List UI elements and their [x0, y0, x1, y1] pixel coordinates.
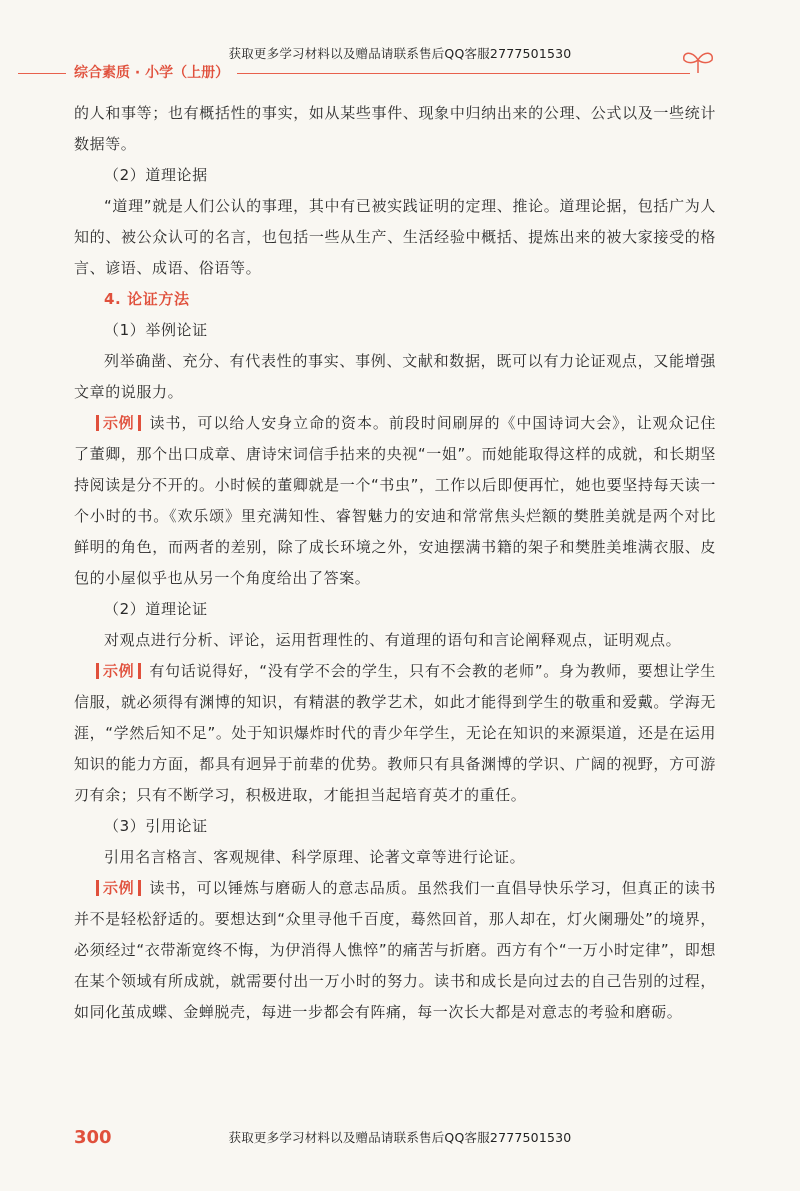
- watermark-top: 获取更多学习材料以及赠品请联系售后QQ客服2777501530: [228, 46, 572, 61]
- page-header: [0, 58, 800, 88]
- example-block-3: [74, 873, 716, 1028]
- example-text-2: 有句话说得好，“没有学不会的学生，只有不会教的老师”。身为教师，要想让学生信服，就必须得有渊博的知识，有精湛的教学艺术，如此才能得到学生的敬重和爱戴。学海无涯，“学然后知不足”。处于知识爆炸时代的青少年学生，无论在知识的来源渠道，还是在运用知识的能力方面，都具有迥异于前辈的优势。教师只有具备渊博的学识、广阔的视野，方可游刃有余；只有不断学习，积极进取，才能担当起培育英才的重任。: [74, 662, 716, 804]
- subheading-quotation-argument: （3）引用论证: [104, 817, 208, 835]
- page-body: [74, 98, 716, 1028]
- example-tag: 示例: [96, 663, 141, 679]
- example-tag: 示例: [96, 880, 141, 896]
- header-title: 综合素质 · 小学（上册）: [66, 62, 237, 82]
- example-tag: 示例: [96, 415, 141, 431]
- watermark-bottom: 获取更多学习材料以及赠品请联系售后QQ客服2777501530: [228, 1130, 572, 1145]
- example-text-3: 读书，可以锤炼与磨砺人的意志品质。虽然我们一直倡导快乐学习，但真正的读书并不是轻松舒适的。要想达到“众里寻他千百度，蓦然回首，那人却在，灯火阑珊处”的境界，必须经过“衣带渐宽终不悔，为伊消得人憔悴”的痛苦与折磨。西方有个“一万小时定律”，即想在某个领域有所成就，就需要付出一万小时的努力。读书和成长是向过去的自己告别的过程，如同化茧成蝶、金蝉脱壳，每进一步都会有阵痛，每一次长大都是对意志的考验和磨砺。: [74, 879, 716, 1021]
- paragraph-example-argument: 列举确凿、充分、有代表性的事实、事例、文献和数据，既可以有力论证观点，又能增强文章的说服力。: [74, 352, 716, 401]
- example-text-1: 读书，可以给人安身立命的资本。前段时间刷屏的《中国诗词大会》，让观众记住了董卿，那个出口成章、唐诗宋词信手拈来的央视“一姐”。而她能取得这样的成就，和长期坚持阅读是分不开的。小时候的董卿就是一个“书虫”，工作以后即便再忙，她也要坚持每天读一个小时的书。《欢乐颂》里充满知性、睿智魅力的安迪和常常焦头烂额的樊胜美就是两个对比鲜明的角色，而两者的差别，除了成长环境之外，安迪摆满书籍的架子和樊胜美堆满衣服、皮包的小屋似乎也从另一个角度给出了答案。: [74, 414, 716, 587]
- example-block-1: [74, 408, 716, 594]
- sprout-icon: [678, 44, 718, 74]
- section-heading-argument-methods: 4. 论证方法: [104, 290, 190, 308]
- paragraph-facts-continued: 的人和事等；也有概括性的事实，如从某些事件、现象中归纳出来的公理、公式以及一些统计数据等。: [74, 104, 716, 153]
- page-number: 300: [74, 1127, 112, 1148]
- subheading-example-argument: （1）举例论证: [104, 321, 208, 339]
- example-block-2: [74, 656, 716, 811]
- paragraph-reasoning-argument: 对观点进行分析、评论，运用哲理性的、有道理的语句和言论阐释观点，证明观点。: [104, 631, 682, 649]
- subheading-reasoning-argument: （2）道理论证: [104, 600, 208, 618]
- paragraph-quotation-argument: 引用名言格言、客观规律、科学原理、论著文章等进行论证。: [104, 848, 526, 866]
- subheading-reasoning-evidence: （2）道理论据: [104, 166, 208, 184]
- paragraph-reasoning-evidence: “道理”就是人们公认的事理，其中有已被实践证明的定理、推论。道理论据，包括广为人知的、被公众认可的名言，也包括一些从生产、生活经验中概括、提炼出来的被大家接受的格言、谚语、成语、俗语等。: [74, 197, 716, 277]
